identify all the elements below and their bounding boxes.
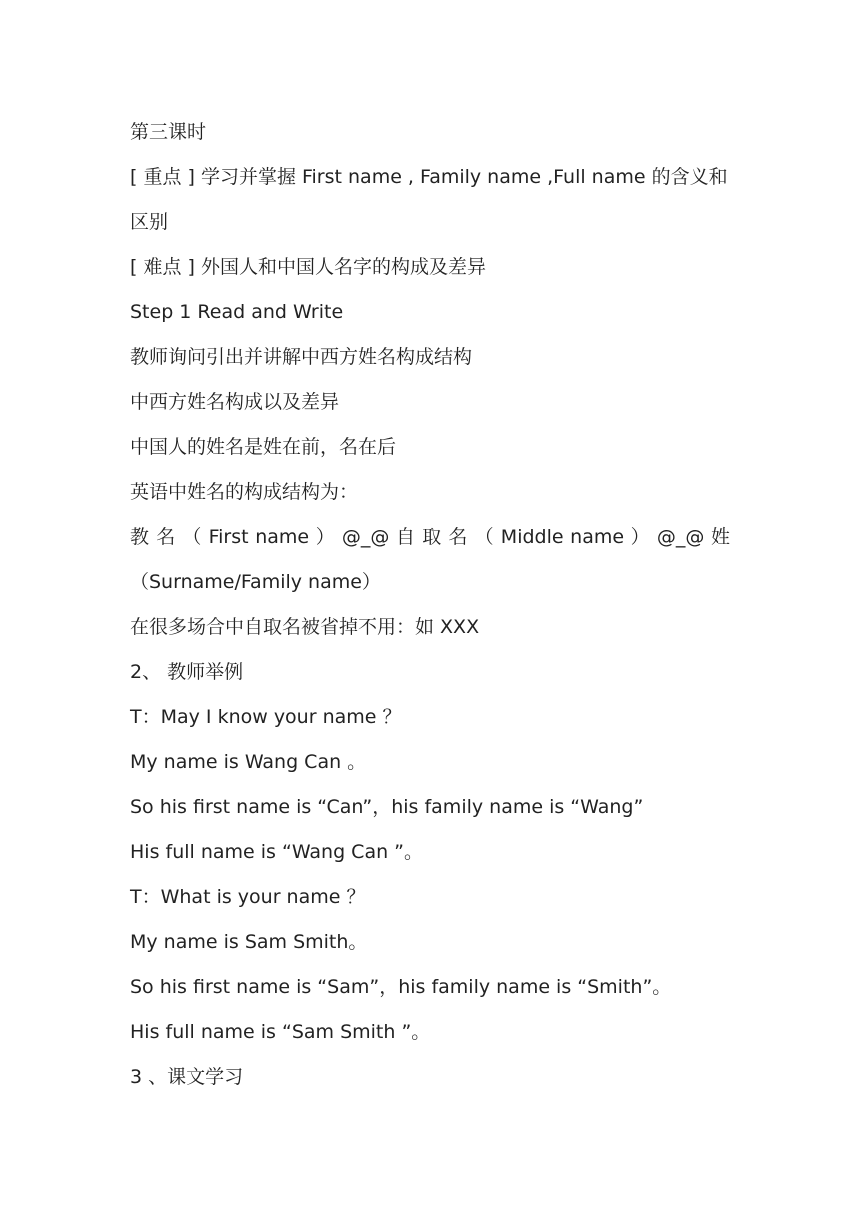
section-3-heading: 3 、课文学习 xyxy=(130,1066,244,1088)
comparison-line: 中西方姓名构成以及差异 xyxy=(130,391,340,413)
example-1-first-family: So his first name is “Can”，his family name is “Wang” xyxy=(130,796,644,818)
step1-heading: Step 1 Read and Write xyxy=(130,301,344,323)
document-body xyxy=(130,110,730,1100)
key-point-line-1: [ 重点 ] 学习并掌握 First name , Family name ,Full name 的含义和 xyxy=(130,166,728,188)
chinese-order-line: 中国人的姓名是姓在前，名在后 xyxy=(130,436,397,458)
lesson-title: 第三课时 xyxy=(130,121,207,143)
example-2-first-family: So his first name is “Sam”，his family name is “Smith”。 xyxy=(130,976,672,998)
example-question-1: T：May I know your name ？ xyxy=(130,706,402,728)
teacher-intro-line: 教师询问引出并讲解中西方姓名构成结构 xyxy=(130,346,473,368)
middle-name-note: 在很多场合中自取名被省掉不用：如 XXX xyxy=(130,616,480,638)
example-question-2: T：What is your name ？ xyxy=(130,886,366,908)
example-answer-2: My name is Sam Smith。 xyxy=(130,931,368,953)
difficulty-line: [ 难点 ] 外国人和中国人名字的构成及差异 xyxy=(130,256,486,278)
example-answer-1: My name is Wang Can 。 xyxy=(130,751,367,773)
structure-line-1: 教 名 （ First name ） @_@ 自 取 名 （ Middle name ） @_@ 姓 xyxy=(130,526,730,548)
english-structure-intro: 英语中姓名的构成结构为： xyxy=(130,481,359,503)
example-1-full-name: His full name is “Wang Can ”。 xyxy=(130,841,424,863)
structure-line-2: （Surname/Family name） xyxy=(130,571,381,593)
example-2-full-name: His full name is “Sam Smith ”。 xyxy=(130,1021,431,1043)
key-point-line-2: 区别 xyxy=(130,211,169,233)
section-2-heading: 2、 教师举例 xyxy=(130,661,244,683)
